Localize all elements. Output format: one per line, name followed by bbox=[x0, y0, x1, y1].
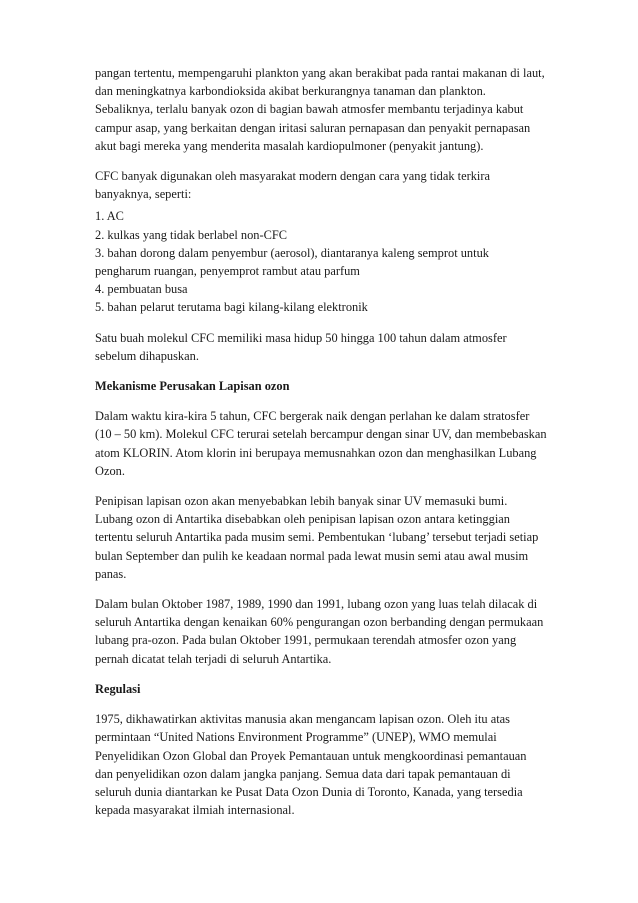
paragraph-regulation: 1975, dikhawatirkan aktivitas manusia akan mengancam lapisan ozon. Oleh itu atas permintaan “United Nations Environment Programme” (UNEP), WMO memulai Penyelidikan Ozon Global dan Proyek Pemantauan untuk mengkoordinasi pemantauan dan penyelidikan ozon dalam jangka panjang. Semua data dari tapak pemantauan di seluruh dunia diantarkan ke Pusat Data Ozon Dunia di Toronto, Kanada, yang tersedia kepada masyarakat ilmiah internasional. bbox=[95, 712, 527, 818]
document-page bbox=[95, 64, 547, 831]
paragraph-mechanism: Dalam waktu kira-kira 5 tahun, CFC bergerak naik dengan perlahan ke dalam stratosfer (10 – 50 km). Molekul CFC terurai setelah bercampur dengan sinar UV, dan membebaskan atom KLORIN. Atom klorin ini berupaya memusnahkan ozon dan menghasilkan Lubang Ozon. bbox=[95, 409, 547, 478]
list-item: 1. AC bbox=[95, 209, 124, 224]
list-item: 3. bahan dorong dalam penyembur (aerosol), diantaranya kaleng semprot untuk pengharum ruangan, penyemprot rambut atau parfum bbox=[95, 245, 489, 279]
cfc-usage-list bbox=[95, 207, 547, 316]
paragraph-october-records: Dalam bulan Oktober 1987, 1989, 1990 dan 1991, lubang ozon yang luas telah dilacak di seluruh Antartika dengan kenaikan 60% pengurangan ozon berbanding dengan permukaan lubang pra-ozon. Pada bulan Oktober 1991, permukaan terendah atmosfer ozon yang pernah dicatat telah terjadi di seluruh Antartika. bbox=[95, 597, 544, 666]
paragraph-ozone-effects: pangan tertentu, mempengaruhi plankton yang akan berakibat pada rantai makanan di laut, dan meningkatnya karbondioksida akibat berkurangnya tanaman dan plankton. Sebaliknya, terlalu banyak ozon di bagian bawah atmosfer membantu terjadinya kabut campur asap, yang berkaitan dengan iritasi saluran pernapasan dan penyakit pernapasan akut bagi mereka yang menderita masalah kardiopulmoner (penyakit jantung). bbox=[95, 66, 545, 153]
paragraph-cfc-usage: CFC banyak digunakan oleh masyarakat modern dengan cara yang tidak terkira banyaknya, seperti: bbox=[95, 169, 490, 202]
heading-regulation: Regulasi bbox=[95, 681, 141, 696]
paragraph-cfc-lifetime: Satu buah molekul CFC memiliki masa hidup 50 hingga 100 tahun dalam atmosfer sebelum dihapuskan. bbox=[95, 330, 507, 363]
heading-mechanism: Mekanisme Perusakan Lapisan ozon bbox=[95, 379, 290, 394]
list-item: 2. kulkas yang tidak berlabel non-CFC bbox=[95, 227, 288, 242]
list-item: 5. bahan pelarut terutama bagi kilang-kilang elektronik bbox=[95, 300, 368, 315]
paragraph-thinning: Penipisan lapisan ozon akan menyebabkan lebih banyak sinar UV memasuki bumi. Lubang ozon di Antartika disebabkan oleh penipisan lapisan ozon antara ketinggian tertentu seluruh Antartika pada musim semi. Pembentukan ‘lubang’ tersebut terjadi setiap bulan September dan pulih ke keadaan normal pada lewat musin semi atau awal musim panas. bbox=[95, 494, 539, 581]
list-item: 4. pembuatan busa bbox=[95, 282, 188, 297]
